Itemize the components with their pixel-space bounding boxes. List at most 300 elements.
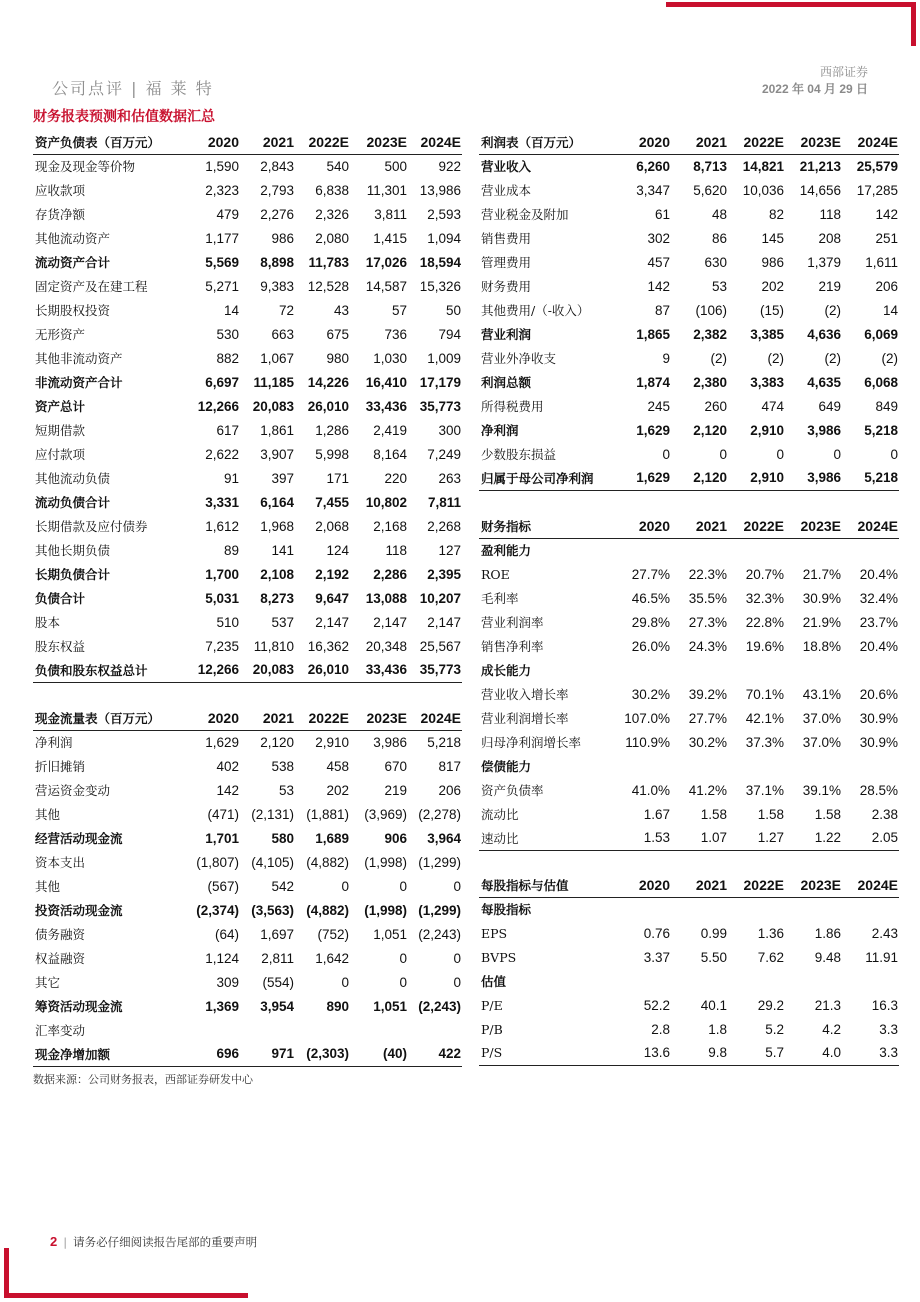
row-label: 销售费用	[481, 231, 532, 246]
cell-value: 5,998	[315, 446, 349, 462]
row-label: EPS	[481, 925, 508, 941]
cell-value: 37.1%	[745, 782, 784, 798]
per-share-valuation-table	[479, 873, 899, 1066]
table-title: 每股指标与估值	[479, 873, 624, 897]
cell-value: 2,382	[693, 326, 727, 342]
cell-value: 30.9%	[859, 734, 898, 750]
row-label: 营业税金及附加	[481, 207, 569, 222]
table-row	[479, 706, 899, 730]
cell-value: 251	[875, 230, 898, 246]
cell-value: 0.76	[643, 925, 670, 941]
table-row	[479, 298, 899, 322]
cell-value: 2,268	[427, 518, 461, 534]
row-label: P/S	[479, 1041, 624, 1065]
cell-value: (2)	[824, 350, 841, 366]
year-header: 2020	[185, 130, 240, 154]
cell-value: 3,964	[427, 830, 461, 846]
cell-value: 402	[216, 758, 239, 774]
cell-value: 4.0	[785, 1041, 842, 1065]
cell-value: 206	[438, 782, 461, 798]
table-row	[33, 466, 462, 490]
row-label: 负债和股东权益总计	[33, 658, 185, 682]
table-row	[33, 538, 462, 562]
cell-value: 1,415	[373, 230, 407, 246]
cell-value: 28.5%	[859, 782, 898, 798]
cell-value: 30.2%	[688, 734, 727, 750]
cell-value: 0	[341, 974, 349, 990]
year-header: 2023E	[785, 514, 842, 538]
table-row	[33, 274, 462, 298]
cell-value: 15,326	[419, 278, 461, 294]
cell-value	[624, 969, 671, 993]
cell-value: 2,286	[373, 566, 407, 582]
cell-value: 5,569	[205, 254, 239, 270]
cell-value: 5.7	[728, 1041, 785, 1065]
cell-value: 14	[882, 302, 898, 318]
cell-value: 3,986	[373, 734, 407, 750]
cell-value: 1,067	[260, 350, 294, 366]
cell-value: 14	[223, 302, 239, 318]
table-row	[479, 442, 899, 466]
cell-value	[728, 658, 785, 682]
table-row	[33, 490, 462, 514]
cell-value: 670	[384, 758, 407, 774]
year-header: 2022E	[295, 130, 350, 154]
cell-value	[624, 658, 671, 682]
cell-value: 0	[719, 446, 727, 462]
cell-value: 27.7%	[631, 566, 670, 582]
table-row	[33, 850, 462, 874]
cell-value: 1,369	[205, 998, 239, 1014]
cell-value: 39.1%	[802, 782, 841, 798]
cell-value: 127	[438, 542, 461, 558]
cell-value: 1.27	[728, 826, 785, 850]
cell-value	[671, 897, 728, 921]
row-label: 非流动资产合计	[35, 375, 123, 390]
cell-value: (2,303)	[295, 1042, 350, 1066]
cell-value: 32.4%	[859, 590, 898, 606]
cell-value: 479	[216, 206, 239, 222]
cell-value: 3,811	[374, 206, 407, 222]
cell-value: 17,179	[419, 374, 461, 390]
cell-value	[728, 538, 785, 562]
cell-value: 10,802	[365, 494, 407, 510]
cell-value: 580	[271, 830, 294, 846]
cell-value: 0	[833, 446, 841, 462]
cell-value: 14,587	[365, 278, 407, 294]
cell-value: 2,147	[427, 614, 461, 630]
cell-value: 124	[326, 542, 349, 558]
table-title: 资产负债表（百万元）	[33, 130, 185, 154]
table-row	[479, 730, 899, 754]
cell-value: 52.2	[643, 997, 670, 1013]
cell-value: 8,273	[260, 590, 294, 606]
cell-value: 5.50	[700, 949, 727, 965]
cell-value: 118	[385, 542, 407, 558]
cell-value: 2,168	[373, 518, 407, 534]
row-label: ROE	[481, 566, 510, 582]
cell-value: 20.7%	[745, 566, 784, 582]
row-label: 资产总计	[35, 399, 86, 414]
cell-value: (3,969)	[364, 806, 407, 822]
cell-value	[728, 754, 785, 778]
year-header: 2024E	[842, 130, 899, 154]
cell-value: 25,567	[419, 638, 461, 654]
cell-value: 26,010	[307, 398, 349, 414]
row-label: 营业利润率	[481, 615, 544, 630]
table-row	[479, 154, 899, 178]
cell-value: 53	[278, 782, 294, 798]
table-row	[479, 969, 899, 993]
cell-value: 32.3%	[745, 590, 784, 606]
table-row	[479, 418, 899, 442]
cell-value: 110.9%	[625, 734, 670, 750]
row-label: 成长能力	[481, 663, 532, 678]
table-row	[479, 802, 899, 826]
cell-value: 0	[776, 446, 784, 462]
cell-value: 1,629	[205, 734, 239, 750]
cell-value: (567)	[207, 878, 239, 894]
table-row	[33, 202, 462, 226]
cell-value: 663	[271, 326, 294, 342]
cell-value: 57	[391, 302, 407, 318]
year-header: 2023E	[350, 130, 408, 154]
cell-value: 1,861	[260, 422, 294, 438]
cell-value: 1,629	[636, 422, 670, 438]
table-row	[33, 250, 462, 274]
cell-value: 458	[326, 758, 349, 774]
cell-value: 16.3	[871, 997, 898, 1013]
table-row	[479, 538, 899, 562]
cell-value: (15)	[759, 302, 784, 318]
row-label: 其他非流动资产	[35, 351, 123, 366]
row-label: 营业利润	[481, 327, 532, 342]
cell-value: 1,051	[373, 926, 407, 942]
row-label: 其他费用/（-收入）	[481, 303, 590, 318]
year-header: 2022E	[728, 514, 785, 538]
table-row	[479, 226, 899, 250]
row-label: 销售净利率	[481, 639, 544, 654]
cell-value: 1.22	[785, 826, 842, 850]
year-header: 2021	[671, 514, 728, 538]
cell-value: 43	[333, 302, 349, 318]
cell-value	[185, 1018, 240, 1042]
cell-value: 10,036	[742, 182, 784, 198]
cell-value	[842, 969, 899, 993]
cell-value: 530	[216, 326, 239, 342]
cell-value	[728, 897, 785, 921]
cell-value: 43.1%	[802, 686, 841, 702]
cell-value: 542	[271, 878, 294, 894]
cell-value: 817	[438, 758, 461, 774]
table-header-row	[479, 873, 899, 897]
cell-value: 2,120	[693, 422, 727, 438]
cell-value: 2,276	[260, 206, 294, 222]
cell-value: (2)	[767, 350, 784, 366]
cell-value: 474	[761, 398, 784, 414]
row-label: 负债合计	[35, 591, 86, 606]
cell-value: 2,910	[728, 466, 785, 490]
year-header: 2021	[671, 130, 728, 154]
cell-value: 21.7%	[802, 566, 841, 582]
cell-value: 1,030	[373, 350, 407, 366]
table-row	[33, 346, 462, 370]
cell-value: 5,271	[205, 278, 239, 294]
cell-value: 906	[384, 830, 407, 846]
table-header-row	[33, 706, 462, 730]
cell-value: (1,299)	[418, 854, 461, 870]
cell-value: 675	[326, 326, 349, 342]
row-label: 汇率变动	[35, 1023, 86, 1038]
cell-value: 3.3	[879, 1021, 898, 1037]
cell-value: 300	[438, 422, 461, 438]
cell-value: 22.8%	[745, 614, 784, 630]
row-label: 经营活动现金流	[35, 831, 123, 846]
cell-value: 8,164	[373, 446, 407, 462]
cell-value: 11,810	[253, 638, 294, 654]
cell-value: 142	[216, 782, 239, 798]
cell-value: 26,010	[295, 658, 350, 682]
cell-value: 2,811	[261, 950, 294, 966]
cell-value: 145	[761, 230, 784, 246]
report-date: 2022 年 04 月 29 日	[761, 82, 868, 96]
cell-value: 16,410	[365, 374, 407, 390]
cell-value: 7,455	[315, 494, 349, 510]
row-label: 长期借款及应付债券	[35, 519, 148, 534]
row-label: 营业收入	[481, 159, 532, 175]
cell-value: (471)	[207, 806, 239, 822]
cell-value: 118	[819, 206, 841, 222]
cell-value: (4,882)	[306, 902, 349, 918]
table-row	[479, 754, 899, 778]
cell-value: 2,793	[260, 182, 294, 198]
cell-value: (4,882)	[306, 854, 349, 870]
cell-value	[624, 538, 671, 562]
cell-value: 849	[875, 398, 898, 414]
cell-value	[785, 538, 842, 562]
cell-value: 20.4%	[859, 638, 898, 654]
cell-value: (2)	[824, 302, 841, 318]
cell-value: 37.0%	[802, 710, 841, 726]
cell-value: 245	[647, 398, 670, 414]
cell-value: 1,700	[205, 566, 239, 582]
table-row	[33, 370, 462, 394]
cell-value: 1.53	[624, 826, 671, 850]
cell-value: 2.8	[651, 1021, 670, 1037]
cell-value: 0	[399, 950, 407, 966]
row-label: 毛利率	[481, 591, 519, 606]
cell-value: 142	[875, 206, 898, 222]
table-row	[479, 682, 899, 706]
cell-value: 1.58	[757, 806, 784, 822]
cash-flow-table	[33, 706, 462, 1067]
cell-value: 649	[818, 398, 841, 414]
cell-value: 27.7%	[688, 710, 727, 726]
table-row	[33, 994, 462, 1018]
cell-value: 11,185	[253, 374, 294, 390]
cell-value: 1.67	[643, 806, 670, 822]
cell-value: 6,260	[636, 158, 670, 174]
row-label: 利润总额	[481, 375, 532, 390]
cell-value: 208	[818, 230, 841, 246]
cell-value: (2)	[710, 350, 727, 366]
year-header: 2022E	[728, 873, 785, 897]
cell-value: 500	[384, 158, 407, 174]
row-label: 净利润	[481, 423, 519, 438]
table-row	[33, 778, 462, 802]
table-row	[33, 298, 462, 322]
table-row	[479, 610, 899, 634]
page-footer	[50, 1234, 257, 1250]
cell-value: 26.0%	[631, 638, 670, 654]
table-row	[33, 802, 462, 826]
cell-value: 21.3	[814, 997, 841, 1013]
breadcrumb: 公司点评 | 福 莱 特	[52, 79, 214, 98]
cell-value: 219	[818, 278, 841, 294]
cell-value	[408, 1018, 462, 1042]
cell-value: (40)	[350, 1042, 408, 1066]
cell-value	[624, 897, 671, 921]
cell-value: (2,131)	[251, 806, 294, 822]
cell-value: (3,563)	[251, 902, 294, 918]
table-row	[33, 898, 462, 922]
cell-value: 5,620	[693, 182, 727, 198]
cell-value: 20,083	[240, 658, 295, 682]
year-header: 2023E	[350, 706, 408, 730]
cell-value: 696	[185, 1042, 240, 1066]
year-header: 2020	[624, 514, 671, 538]
cell-value	[728, 969, 785, 993]
table-header-row	[479, 130, 899, 154]
row-label: 流动资产合计	[35, 255, 111, 270]
cell-value: 171	[326, 470, 349, 486]
cell-value: 1,642	[315, 950, 349, 966]
table-row	[479, 945, 899, 969]
year-header: 2022E	[295, 706, 350, 730]
cell-value: 35,773	[419, 398, 461, 414]
cell-value: 971	[240, 1042, 295, 1066]
cell-value: 882	[216, 350, 239, 366]
cell-value: 540	[326, 158, 349, 174]
cell-value: 2,080	[315, 230, 349, 246]
cell-value: 12,528	[307, 278, 349, 294]
table-row	[33, 1018, 462, 1042]
row-label: 无形资产	[35, 327, 86, 342]
row-label: 资本支出	[35, 855, 86, 870]
cell-value: 3,986	[807, 422, 841, 438]
cell-value: 1,612	[205, 518, 239, 534]
cell-value: 630	[704, 254, 727, 270]
cell-value: 510	[216, 614, 239, 630]
cell-value: 4.2	[822, 1021, 841, 1037]
cell-value: 9,647	[315, 590, 349, 606]
table-header-row	[479, 514, 899, 538]
cell-value	[671, 969, 728, 993]
cell-value: 89	[223, 542, 239, 558]
year-header: 2024E	[842, 873, 899, 897]
table-row	[479, 634, 899, 658]
table-row	[33, 178, 462, 202]
row-label: P/B	[481, 1021, 503, 1037]
cell-value: 2,147	[373, 614, 407, 630]
cell-value: 3,986	[785, 466, 842, 490]
row-label: 其他流动负债	[35, 471, 111, 486]
cell-value: 30.9%	[859, 710, 898, 726]
cell-value: 1.8	[708, 1021, 727, 1037]
cell-value: 1,124	[205, 950, 239, 966]
table-row	[33, 322, 462, 346]
row-label: 盈利能力	[481, 543, 532, 559]
table-row	[479, 370, 899, 394]
cell-value: 9.48	[814, 949, 841, 965]
cell-value: 9	[662, 350, 670, 366]
cell-value: 12,266	[197, 398, 239, 414]
cell-value: 7,235	[205, 638, 239, 654]
cell-value: 5,218	[864, 422, 898, 438]
cell-value	[240, 1018, 295, 1042]
cell-value: 794	[438, 326, 461, 342]
cell-value: 219	[384, 782, 407, 798]
cell-value: 8,713	[693, 158, 727, 174]
cell-value: 986	[761, 254, 784, 270]
cell-value	[785, 897, 842, 921]
cell-value: 1,865	[636, 326, 670, 342]
table-row	[33, 634, 462, 658]
data-source-note: 数据来源：公司财务报表，西部证券研发中心	[33, 1073, 253, 1086]
cell-value: 48	[711, 206, 727, 222]
cell-value: 2,068	[315, 518, 349, 534]
row-label: 现金净增加额	[33, 1042, 185, 1066]
table-title: 现金流量表（百万元）	[33, 706, 185, 730]
row-label: 营业成本	[481, 183, 532, 198]
cell-value: 2.38	[871, 806, 898, 822]
year-header: 2022E	[728, 130, 785, 154]
cell-value: 21,213	[799, 158, 841, 174]
table-row	[479, 394, 899, 418]
footer-disclaimer: 请务必仔细阅读报告尾部的重要声明	[73, 1235, 258, 1249]
cell-value: 2,910	[750, 422, 784, 438]
cell-value: 0.99	[700, 925, 727, 941]
row-label: 筹资活动现金流	[35, 999, 123, 1014]
cell-value: 82	[768, 206, 784, 222]
footer-separator: |	[63, 1235, 68, 1249]
row-label: 投资活动现金流	[35, 903, 123, 918]
table-row	[33, 970, 462, 994]
table-row	[33, 514, 462, 538]
table-row	[33, 946, 462, 970]
year-header: 2023E	[785, 130, 842, 154]
table-row	[33, 586, 462, 610]
table-row	[479, 562, 899, 586]
cell-value: 1,611	[865, 254, 898, 270]
cell-value	[842, 754, 899, 778]
cell-value: 6,069	[864, 326, 898, 342]
row-label: 股东权益	[35, 639, 86, 654]
table-row	[479, 466, 899, 490]
table-row	[33, 442, 462, 466]
cell-value	[785, 969, 842, 993]
year-header: 2020	[624, 130, 671, 154]
cell-value: 9.8	[671, 1041, 728, 1065]
cell-value: 3,347	[636, 182, 670, 198]
row-label: 存货净额	[35, 207, 86, 222]
table-row	[33, 226, 462, 250]
cell-value: 4,636	[807, 326, 841, 342]
cell-value: 1,051	[373, 998, 407, 1014]
cell-value: 1.58	[700, 806, 727, 822]
row-label: 短期借款	[35, 423, 86, 438]
cell-value: 1,689	[315, 830, 349, 846]
